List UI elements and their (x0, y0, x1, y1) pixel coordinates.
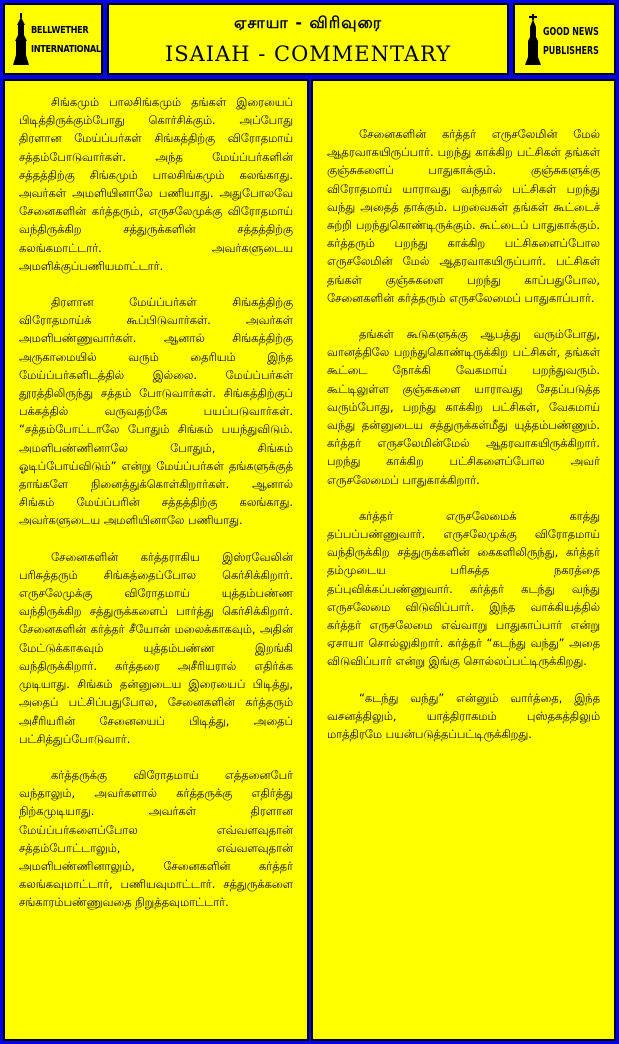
right-paragraph-4: “கடந்து வந்து” என்னும் வார்த்தை, இந்த வசனத்திலும், யாத்திராகமம் புஸ்தகத்திலும் மாத்திரமே பயன்படுத்தப்பட்டிருக்கிறது. (327, 690, 600, 742)
left-logo-line1: BELLWETHER (31, 25, 89, 36)
bell-tower-icon (11, 13, 31, 69)
title-tamil: ஏசாயா - விரிவுரை (234, 13, 382, 32)
tower-icon (523, 13, 543, 69)
left-paragraph-4: கர்த்தருக்கு விரோதமாய் எத்தனைபேர் வந்தாலும், அவர்களால் கர்த்தருக்கு எதிர்த்து நிற்கமுடியாது. அவர்கள் திரளான மேய்ப்பர்களைப்போல எவ்வளவுதான் சத்தம்போட்டாலும், எவ்வளவுதான் அமளிபண்ணினாலும், சேனைகளின் கர்த்தர் கலங்கவுமாட்டார், பணியவுமாட்டார். சத்துருக்களை சங்காரம்பண்ணுவதை நிறுத்தவுமாட்டார். (19, 767, 293, 910)
publisher-logo-box-right (513, 3, 616, 75)
left-paragraph-3: சேனைகளின் கர்த்தராகிய இஸ்ரவேலின் பரிசுத்தரும் சிங்கத்தைப்போல கெர்சிக்கிறார். எருசலேமுக்கு விரோதமாய் யுத்தம்பண்ண வந்திருக்கிற சத்துருக்களைப் பார்த்து கெர்சிக்கிறார். சேனைகளின் கர்த்தர் சீயோன் மலைக்காகவும், அதின் மேட்டுக்காகவும் யுத்தம்பண்ண இறங்கி வந்திருக்கிறார். கர்த்தரை அசீரியரால் எதிர்க்க முடியாது. சிங்கம் தன்னுடைய இரையைப் பிடித்து, அதைப் பட்சிப்பதுபோல, சேனைகளின் கர்த்தரும் அசீரியரின் சேனையைப் பிடித்து, அதைப் பட்சித்துப்போடுவார். (19, 549, 293, 746)
left-paragraph-2: திரளான மேய்ப்பர்கள் சிங்கத்திற்கு விரோதமாய்க் கூப்பிடுவார்கள். அவர்கள் அமளிபண்ணுவார்கள். ஆனால் சிங்கத்திற்கு அருகாமையில் வரும் தைரியம் இந்த மேய்ப்பர்களிடத்தில் இல்லை. மேய்ப்பர்கள் தூரத்திலிருந்து சத்தம் போடுவார்கள். சிங்கத்திற்குப் பக்கத்தில் வருவதற்கே பயப்படுவார்கள். “சத்தம்போட்டாலே போதும் சிங்கம் பயந்துவிடும். அமளிபண்ணினாலே போதும், சிங்கம் ஓடிப்போய்விடும்” என்று மேய்ப்பர்கள் தங்களுக்குத் தாங்களே நினைத்துக்கொள்கிறார்கள். ஆனால் சிங்கம் மேய்ப்பரின் சத்தத்திற்கு கலங்காது. அவர்களுடைய அமளியினாலே பணியாது. (19, 295, 293, 528)
right-logo-line2: PUBLISHERS (543, 44, 599, 57)
right-paragraph-3: கர்த்தர் எருசலேமைக் காத்து தப்பப்பண்ணுவார். எருசலேமுக்கு விரோதமாய் வந்திருக்கிற சத்துருக்களின் கைகளிலிருந்து, கர்த்தர் தம்முடைய பரிசுத்த நகரத்தை தப்புவிக்கப்பண்ணுவார். கர்த்தர் கடந்து வந்து எருசலேமை விடுவிப்பார். இந்த வாக்கியத்தில் கர்த்தர் எருசலேமை எவ்வாறு பாதுகாப்பார் என்று ஏசாயா சொல்லுகிறார். கர்த்தர் “கடந்து வந்து” அதை விடுவிப்பார் என்று இங்கு சொல்லப்பட்டிருக்கிறது. (327, 508, 600, 669)
title-english: ISAIAH - COMMENTARY (164, 42, 452, 66)
bellwether-logo (11, 13, 99, 69)
right-logo-line1: GOOD NEWS (543, 25, 599, 38)
left-column (3, 79, 309, 1041)
right-column (311, 79, 616, 1041)
right-paragraph-2: தங்கள் கூடுகளுக்கு ஆபத்து வரும்போது, வானத்திலே பறந்துகொண்டிருக்கிற பட்சிகள், தங்கள் கூட்டை நோக்கி வேகமாய் பறந்துவரும். கூட்டிலுள்ள குஞ்சுகளை யாராவது சேதப்படுத்த வரும்போது, பறந்து காக்கிற பட்சிகள், வேகமாய் வந்து தன்னுடைய சத்துருக்கள்மீது யுத்தம்பண்ணும். கர்த்தர் எருசலேமின்மேல் ஆதரவாகயிருக்கிறார். பறந்து காக்கிற பட்சிகளைப்போல அவர் எருசலேமைப் பாதுகாக்கிறார். (327, 327, 600, 487)
left-logo-line2: INTERNATIONAL (31, 44, 101, 55)
right-paragraph-1: சேனைகளின் கர்த்தர் எருசலேமின் மேல் ஆதரவாகயிருப்பார். பறந்து காக்கிற பட்சிகள் தங்கள் குஞ்சுகளைப் பாதுகாக்கும். குஞ்சுகளுக்கு விரோதமாய் யாராவது வந்தால் பட்சிகள் பறந்து வந்து அதைத் தாக்கும். பறவைகள் தங்கள் கூட்டைச் சுற்றி பறந்துகொண்டிருக்கும். கூட்டைப் பாதுகாக்கும். கர்த்தரும் பறந்து காக்கிற பட்சிகளைப்போல எருசலேமின் மேல் ஆதரவாகயிருப்பார். பட்சிகள் தங்கள் குஞ்சுகளை பறந்து காப்பதுபோல, சேனைகளின் கர்த்தரும் எருசலேமைப் பாதுகாப்பார். (327, 127, 600, 305)
publisher-logo-box-left (3, 3, 103, 75)
left-paragraph-1: சிங்கமும் பாலசிங்கமும் தங்கள் இரையைப் பிடித்திருக்கும்போது கொர்சிக்கும். அப்போது திரளான மேய்ப்பர்கள் சிங்கத்திற்கு விரோதமாய் சத்தம்போடுவார்கள். அந்த மேய்ப்பர்களின் சத்தத்திற்கு சிங்கமும் பாலசிங்கமும் கலங்காது. அவர்கள் அமளியினாலே பணியாது. அதுபோலவே சேனைகளின் கர்த்தரும், எருசலேமுக்கு விரோதமாய் வந்திருக்கிற சத்துருக்களின் சத்தத்திற்கு கலங்கமாட்டார். அவர்களுடைய அமளிக்குப்பணியமாட்டார். (19, 95, 293, 273)
good-news-logo (523, 13, 611, 69)
title-box (107, 3, 509, 75)
